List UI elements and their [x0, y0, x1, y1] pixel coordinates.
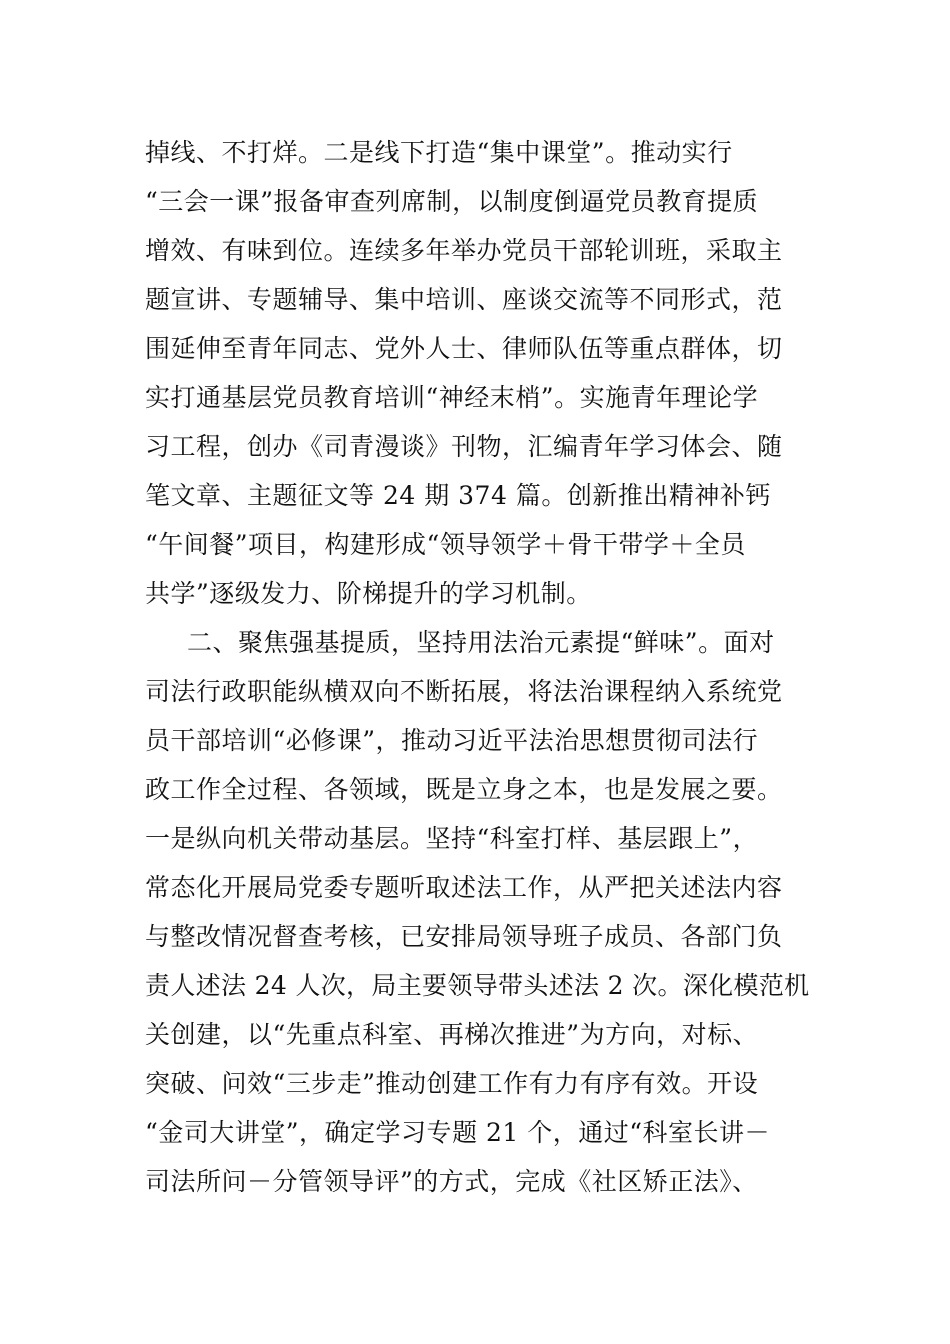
text-line: 围延伸至青年同志、党外人士、律师队伍等重点群体，切 — [145, 334, 783, 363]
text-line: 常态化开展局党委专题听取述法工作，从严把关述法内容 — [145, 873, 783, 902]
text-line: 掉线、不打烊。二是线下打造“集中课堂”。推动实行 — [145, 138, 733, 167]
text-line: 司法所问－分管领导评”的方式，完成《社区矫正法》、 — [145, 1167, 758, 1196]
text-line: 突破、问效“三步走”推动创建工作有力有序有效。开设 — [145, 1069, 759, 1098]
text-line: 责人述法 24 人次，局主要领导带头述法 2 次。深化模范机 — [145, 971, 810, 1000]
text-line: 笔文章、主题征文等 24 期 374 篇。创新推出精神补钙 — [145, 481, 771, 510]
text-line: “午间餐”项目，构建形成“领导领学＋骨干带学＋全员 — [145, 530, 746, 559]
text-line: 与整改情况督查考核，已安排局领导班子成员、各部门负 — [145, 922, 783, 951]
text-line: 题宣讲、专题辅导、集中培训、座谈交流等不同形式，范 — [145, 285, 783, 314]
text-line: “三会一课”报备审查列席制，以制度倒逼党员教育提质 — [145, 187, 759, 216]
text-line: 实打通基层党员教育培训“神经末梢”。实施青年理论学 — [145, 383, 759, 412]
text-line: 增效、有味到位。连续多年举办党员干部轮训班，采取主 — [145, 236, 783, 265]
paragraph-first-line: 二、聚焦强基提质，坚持用法治元素提“鲜味”。面对 — [187, 628, 775, 657]
text-line: 员干部培训“必修课”，推动习近平法治思想贯彻司法行 — [145, 726, 759, 755]
text-line: 司法行政职能纵横双向不断拓展，将法治课程纳入系统党 — [145, 677, 783, 706]
text-line: 一是纵向机关带动基层。坚持“科室打样、基层跟上”， — [145, 824, 759, 853]
text-line: 政工作全过程、各领域，既是立身之本，也是发展之要。 — [145, 775, 783, 804]
text-line: 共学”逐级发力、阶梯提升的学习机制。 — [145, 579, 592, 608]
text-line: 习工程，创办《司青漫谈》刊物，汇编青年学习体会、随 — [145, 432, 783, 461]
text-line: 关创建，以“先重点科室、再梯次推进”为方向，对标、 — [145, 1020, 759, 1049]
text-line: “金司大讲堂”，确定学习专题 21 个，通过“科室长讲－ — [145, 1118, 771, 1147]
